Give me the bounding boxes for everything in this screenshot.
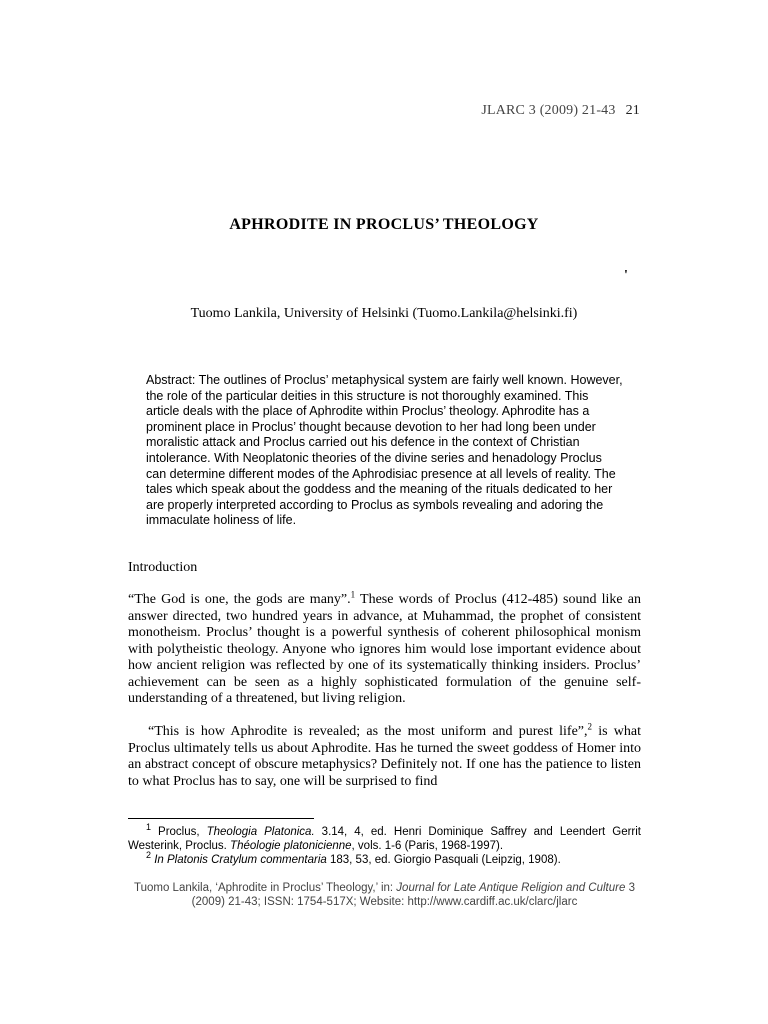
footnote-ref-2[interactable]: 2 — [587, 721, 593, 732]
footnote-1 — [128, 822, 641, 853]
footnote-work-title: In Platonis Cratylum commentaria — [154, 854, 327, 866]
paragraph-text: These words of Proclus (412-485) sound like an answer directed, two hundred years in advance, at Muhammad, the prophet of consistent monotheism. Proclus’ thought is a powerful synthesis of coherent philosophical monism with polytheistic theology. Anyone who ignores him would lose important evidence about how ancient religion was reflected by one of its systematically thinking insiders. Proclus’ achievement can be seen as a highly sophisticated formulation of the genuine self-understanding of a threatened, but living religion. — [128, 592, 641, 706]
citation-text: 3 (2009) 21-43; ISSN: 1754-517X; Website: http://www.cardiff.ac.uk/clarc/jlarc — [191, 882, 635, 908]
abstract: Abstract: The outlines of Proclus’ metaphysical system are fairly well known. However, the role of the particular deities in this structure is not thoroughly examined. This article deals with the place of Aphrodite within Proclus’ theology. Aphrodite has a prominent place in Proclus’ thought because devotion to her had long been under moralistic attack and Proclus carried out his defence in the context of Christian intolerance. With Neoplatonic theories of the divine series and henadology Proclus can determine different modes of the Aphrodisiac presence at all levels of reality. The tales which speak about the goddess and the meaning of the rituals dedicated to her are properly interpreted according to Proclus as symbols revealing and adoring the immaculate holiness of life. — [146, 373, 623, 528]
footnote-number: 1 — [146, 822, 152, 833]
footnote-divider — [128, 818, 314, 819]
footnote-text: 183, 53, ed. Giorgio Pasquali (Leipzig, 1908). — [326, 854, 561, 866]
footnote-number: 2 — [146, 850, 152, 861]
running-header — [481, 103, 640, 119]
footnote-ref-1[interactable]: 1 — [350, 589, 356, 600]
footnote-work-title: Théologie platonicienne — [230, 840, 352, 852]
article-title: APHRODITE IN PROCLUS’ THEOLOGY — [229, 216, 539, 233]
paragraph-quote: “The God is one, the gods are many”. — [128, 592, 351, 607]
footnote-text: 3.14, 4, ed. Henri Dominique Saffrey and Leendert Gerrit Westerink, Proclus. — [128, 826, 641, 852]
citation-text: Tuomo Lankila, ‘Aphrodite in Proclus’ Theology,’ in: — [134, 882, 397, 894]
footnote-text: , vols. 1-6 (Paris, 1968-1997). — [351, 840, 504, 852]
stray-mark: ' — [624, 268, 628, 283]
journal-reference: JLARC 3 (2009) 21-43 — [481, 103, 616, 118]
citation-journal: Journal for Late Antique Religion and Culture — [396, 882, 626, 894]
page-number: 21 — [625, 103, 640, 118]
footnote-2 — [128, 850, 641, 867]
footnote-work-title: Theologia Platonica. — [206, 826, 315, 838]
footnote-text: Proclus, — [151, 826, 207, 838]
section-heading: Introduction — [128, 560, 198, 575]
paragraph-quote: “This is how Aphrodite is revealed; as the most uniform and purest life”, — [148, 724, 588, 739]
body-paragraph-2 — [128, 721, 641, 790]
author-line: Tuomo Lankila, University of Helsinki (Tuomo.Lankila@helsinki.fi) — [190, 306, 578, 321]
body-paragraph-1 — [128, 589, 641, 708]
paragraph-text: is what Proclus ultimately tells us about Aphrodite. Has he turned the sweet goddess of Homer into an abstract concept of obscure metaphysics? Definitely not. If one has the patience to listen to what Proclus has to say, one will be surprised to find — [128, 724, 641, 789]
citation-footer — [128, 881, 641, 909]
